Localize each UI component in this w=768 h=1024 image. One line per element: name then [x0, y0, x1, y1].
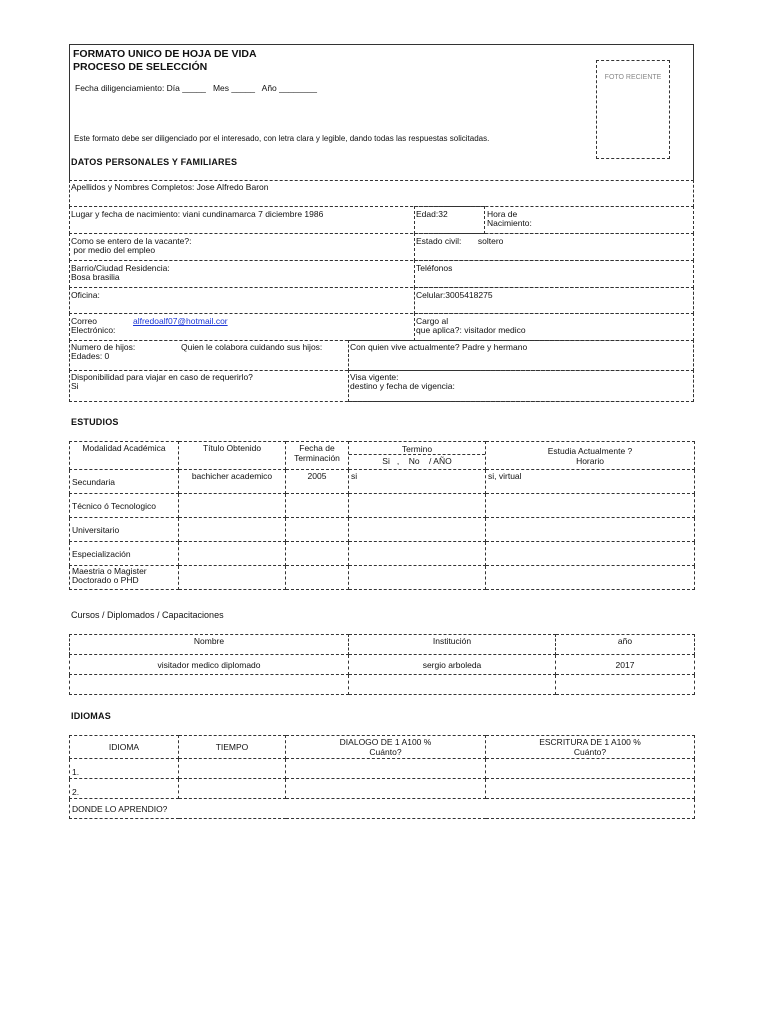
- cell-telefonos: [414, 260, 694, 288]
- viajar-label: Disponibilidad para viajar en caso de requerirlo?: [71, 372, 253, 382]
- col-titulo: Título Obtenido: [179, 442, 286, 470]
- col-dialogo: [286, 736, 486, 759]
- cursos-table: [69, 634, 695, 695]
- idioma-cell[interactable]: 1.: [70, 759, 179, 779]
- col-institucion: Institución: [349, 635, 556, 655]
- lugar-fecha-field[interactable]: Lugar y fecha de nacimiento: viani cundinamarca 7 diciembre 1986: [71, 209, 324, 219]
- titulo-cell[interactable]: [179, 542, 286, 566]
- visa-label: Visa vigente:: [350, 372, 399, 382]
- titulo-cell[interactable]: [179, 566, 286, 590]
- col-tiempo: TIEMPO: [179, 736, 286, 759]
- table-row: [70, 566, 695, 590]
- vacante-field[interactable]: por medio del empleo: [71, 245, 156, 255]
- edades-field[interactable]: Edades: 0: [71, 351, 110, 361]
- termino-cell[interactable]: [349, 494, 486, 518]
- section-cursos: Cursos / Diplomados / Capacitaciones: [71, 610, 224, 620]
- table-row: [70, 799, 695, 819]
- col-estudia-line1: Estudia Actualmente ?: [547, 446, 633, 456]
- estudia-cell[interactable]: [486, 494, 695, 518]
- table-row: [70, 759, 695, 779]
- col-fecha: [286, 442, 349, 470]
- fecha-cell[interactable]: 2005: [286, 470, 349, 494]
- table-row: [70, 542, 695, 566]
- col-escritura-line1: ESCRITURA DE 1 A100 %: [539, 737, 641, 747]
- table-row: [70, 655, 695, 675]
- idiomas-header-row: [70, 736, 695, 759]
- hora-label-2[interactable]: Nacimiento:: [487, 218, 532, 228]
- table-row: [70, 518, 695, 542]
- escritura-cell[interactable]: [486, 779, 695, 799]
- fecha-cell[interactable]: [286, 494, 349, 518]
- donde-aprendio-field[interactable]: DONDE LO APRENDIO?: [70, 799, 695, 819]
- modalidad-cell: Secundaria: [70, 470, 179, 494]
- section-estudios: ESTUDIOS: [71, 417, 119, 427]
- section-idiomas: IDIOMAS: [71, 711, 111, 721]
- viajar-field[interactable]: Si: [71, 381, 79, 391]
- titulo-cell[interactable]: bachicher academico: [179, 470, 286, 494]
- col-escritura: [486, 736, 695, 759]
- nombre-cell[interactable]: [70, 675, 349, 695]
- form-title: FORMATO UNICO DE HOJA DE VIDA: [73, 48, 257, 60]
- tiempo-cell[interactable]: [179, 779, 286, 799]
- col-dialogo-line1: DIALOGO DE 1 A100 %: [339, 737, 432, 747]
- estudia-cell[interactable]: si, virtual: [486, 470, 695, 494]
- idioma-cell[interactable]: 2.: [70, 779, 179, 799]
- celular-field[interactable]: Celular:3005418275: [416, 290, 493, 300]
- modalidad-cell: Especialización: [70, 542, 179, 566]
- anio-cell[interactable]: 2017: [556, 655, 695, 675]
- vive-field[interactable]: Con quien vive actualmente? Padre y hermano: [350, 342, 528, 352]
- modalidad-cell: Universitario: [70, 518, 179, 542]
- estudia-cell[interactable]: [486, 566, 695, 590]
- dialogo-cell[interactable]: [286, 779, 486, 799]
- col-idioma: IDIOMA: [70, 736, 179, 759]
- fecha-cell[interactable]: [286, 542, 349, 566]
- fecha-diligenciamiento: Fecha diligenciamiento: Día _____ Mes _____ Año ________: [75, 83, 317, 93]
- titulo-cell[interactable]: [179, 518, 286, 542]
- modalidad-cell: Técnico ó Tecnologico: [70, 494, 179, 518]
- colabora-label[interactable]: Quien le colabora cuidando sus hijos:: [181, 342, 323, 352]
- col-termino-sub: Si , No / AÑO: [349, 454, 485, 466]
- idiomas-table: [69, 735, 695, 819]
- col-fecha-line1: Fecha de: [299, 443, 335, 453]
- vacante-label: Como se entero de la vacante?:: [71, 236, 192, 246]
- modalidad-cell: Maestria o Magister Doctorado o PHD: [70, 566, 179, 590]
- institucion-cell[interactable]: sergio arboleda: [349, 655, 556, 675]
- fecha-cell[interactable]: [286, 566, 349, 590]
- col-termino: [349, 442, 486, 470]
- visa-field[interactable]: destino y fecha de vigencia:: [350, 381, 455, 391]
- fecha-cell[interactable]: [286, 518, 349, 542]
- edad-field[interactable]: Edad:32: [416, 209, 448, 219]
- termino-cell[interactable]: [349, 566, 486, 590]
- form-subtitle: PROCESO DE SELECCIÓN: [73, 61, 208, 73]
- col-fecha-line2: Terminación: [294, 453, 340, 463]
- dialogo-cell[interactable]: [286, 759, 486, 779]
- col-anio: año: [556, 635, 695, 655]
- correo-label-2: Electrónico:: [71, 325, 116, 335]
- table-row: [70, 470, 695, 494]
- email-link[interactable]: alfredoalf07@hotmail.cor: [133, 316, 228, 326]
- estudios-table: [69, 441, 695, 590]
- estudios-header-row: [70, 442, 695, 470]
- table-row: [70, 779, 695, 799]
- oficina-label[interactable]: Oficina:: [71, 290, 100, 300]
- termino-cell[interactable]: si: [349, 470, 486, 494]
- col-estudia: [486, 442, 695, 470]
- table-row: [70, 494, 695, 518]
- nombre-cell[interactable]: visitador medico diplomado: [70, 655, 349, 675]
- col-termino-label: Termino: [401, 444, 433, 454]
- barrio-field[interactable]: Bosa brasilia: [71, 272, 120, 282]
- estudia-cell[interactable]: [486, 542, 695, 566]
- tiempo-cell[interactable]: [179, 759, 286, 779]
- estudia-cell[interactable]: [486, 518, 695, 542]
- correo-label-1: Correo: [71, 316, 97, 326]
- termino-cell[interactable]: [349, 542, 486, 566]
- section-datos-personales: DATOS PERSONALES Y FAMILIARES: [71, 157, 238, 167]
- col-nombre: Nombre: [70, 635, 349, 655]
- col-estudia-line2: Horario: [576, 456, 604, 466]
- col-escritura-line2: Cuánto?: [573, 747, 607, 757]
- photo-box: [596, 60, 670, 159]
- table-row: [70, 675, 695, 695]
- nombres-field[interactable]: Apellidos y Nombres Completos: Jose Alfredo Baron: [71, 182, 269, 192]
- estado-civil-field[interactable]: Estado civil: soltero: [416, 236, 504, 246]
- telefonos-label: Teléfonos: [416, 263, 453, 273]
- institucion-cell[interactable]: [349, 675, 556, 695]
- hora-label-1: Hora de: [487, 209, 518, 219]
- col-dialogo-line2: Cuánto?: [369, 747, 402, 757]
- col-modalidad: Modalidad Académica: [70, 442, 179, 470]
- escritura-cell[interactable]: [486, 759, 695, 779]
- termino-cell[interactable]: [349, 518, 486, 542]
- titulo-cell[interactable]: [179, 494, 286, 518]
- cargo-label: Cargo al: [416, 316, 449, 326]
- cargo-field[interactable]: que aplica?: visitador medico: [416, 325, 526, 335]
- photo-label: FOTO RECIENTE: [604, 74, 662, 81]
- instructions: Este formato debe ser diligenciado por el interesado, con letra clara y legible, dando todas las respuestas solicitadas.: [74, 134, 490, 143]
- hijos-label: Numero de hijos:: [71, 342, 136, 352]
- cursos-header-row: [70, 635, 695, 655]
- anio-cell[interactable]: [556, 675, 695, 695]
- barrio-label: Barrio/Ciudad Residencia:: [71, 263, 170, 273]
